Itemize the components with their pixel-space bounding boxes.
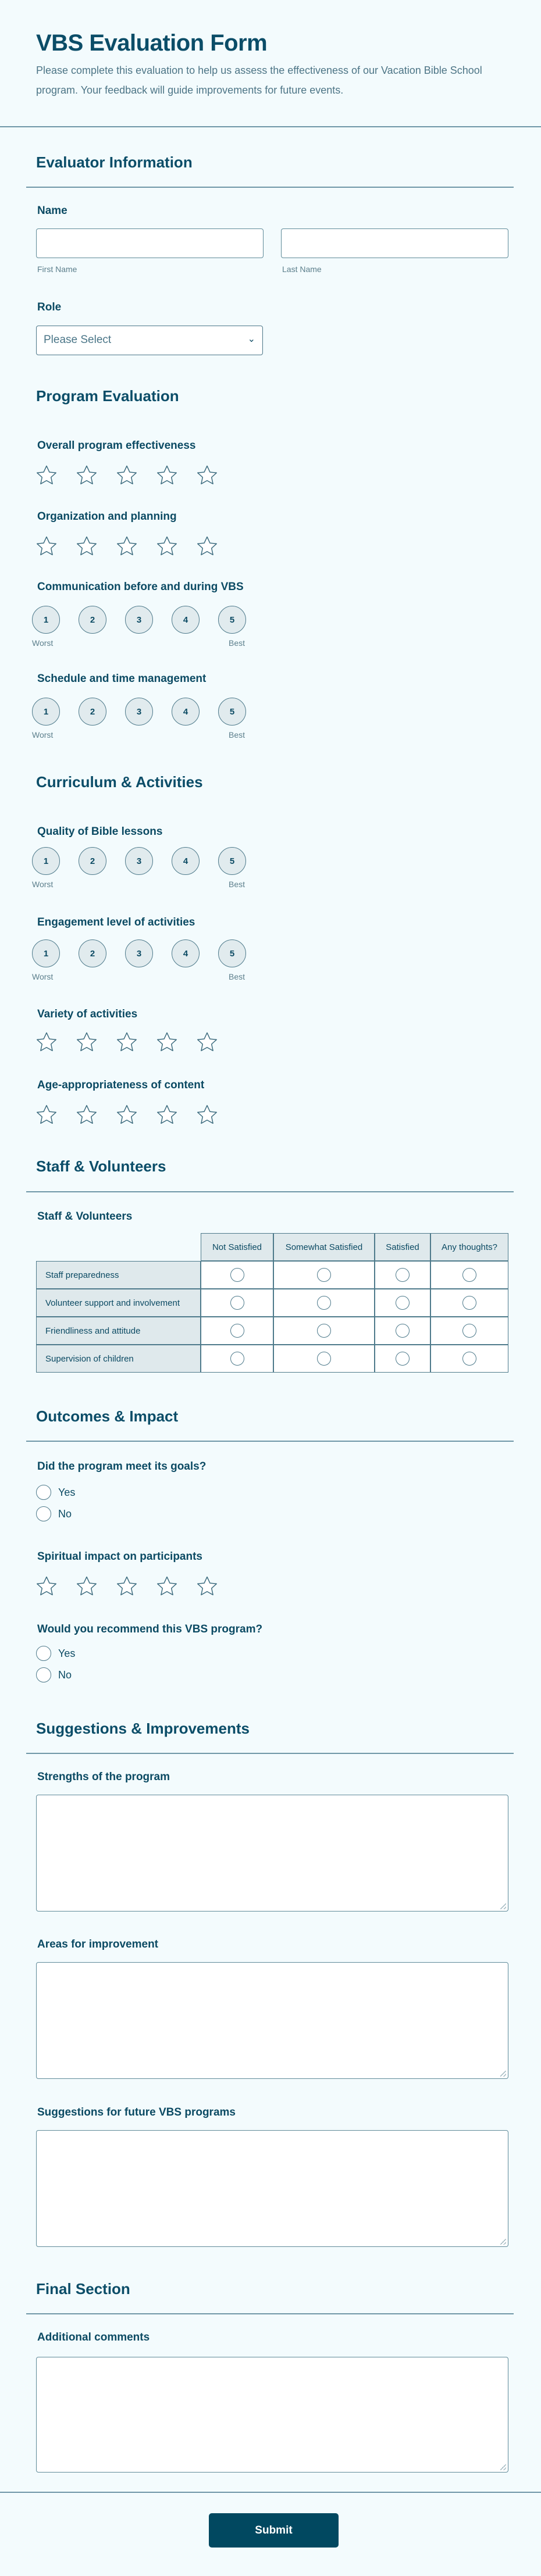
matrix-row-label: Staff preparedness xyxy=(36,1261,201,1289)
star-icon[interactable] xyxy=(76,1576,97,1596)
section-final: Final Section xyxy=(36,2280,130,2298)
question-label: Would you recommend this VBS program? xyxy=(37,1623,263,1635)
form-title: VBS Evaluation Form xyxy=(36,30,268,56)
star-icon[interactable] xyxy=(156,465,177,485)
improvements-textarea[interactable] xyxy=(36,1962,508,2079)
star-icon[interactable] xyxy=(76,465,97,485)
scale-option-2[interactable]: 2 xyxy=(79,847,106,875)
scale-worst-label: Worst xyxy=(32,972,54,981)
section-evaluator-information: Evaluator Information xyxy=(36,153,193,171)
star-icon[interactable] xyxy=(116,1105,137,1124)
header-divider xyxy=(0,126,541,127)
question-label: Engagement level of activities xyxy=(37,916,195,928)
scale-option-5[interactable]: 5 xyxy=(218,939,246,967)
star-rating xyxy=(36,465,218,485)
matrix-column-header: Somewhat Satisfied xyxy=(273,1233,375,1261)
question-label: Variety of activities xyxy=(37,1008,138,1020)
question-label: Organization and planning xyxy=(37,510,177,523)
star-icon[interactable] xyxy=(36,1105,57,1124)
matrix-row-label: Supervision of children xyxy=(36,1345,201,1373)
satisfaction-matrix xyxy=(36,1233,508,1373)
matrix-radio[interactable] xyxy=(317,1268,331,1282)
question-label: Suggestions for future VBS programs xyxy=(37,2106,236,2118)
scale-best-label: Best xyxy=(229,638,245,648)
scale-option-5[interactable]: 5 xyxy=(218,606,246,634)
matrix-row xyxy=(36,1289,508,1317)
scale-option-3[interactable]: 3 xyxy=(125,698,153,726)
matrix-radio[interactable] xyxy=(462,1268,476,1282)
star-icon[interactable] xyxy=(156,1576,177,1596)
star-rating xyxy=(36,1576,218,1596)
scale-best-label: Best xyxy=(229,730,245,739)
star-icon[interactable] xyxy=(197,1032,218,1052)
star-icon[interactable] xyxy=(76,536,97,556)
star-icon[interactable] xyxy=(76,1032,97,1052)
form-description: Please complete this evaluation to help us assess the effectiveness of our Vacation Bible School program. Your feedback will guide improvements for future events. xyxy=(36,65,482,96)
scale-rating xyxy=(32,847,246,875)
star-icon[interactable] xyxy=(156,536,177,556)
matrix-column-header: Not Satisfied xyxy=(201,1233,273,1261)
scale-option-3[interactable]: 3 xyxy=(125,606,153,634)
star-icon[interactable] xyxy=(197,536,218,556)
matrix-radio[interactable] xyxy=(396,1352,410,1366)
star-icon[interactable] xyxy=(197,465,218,485)
star-icon[interactable] xyxy=(116,1576,137,1596)
section-curriculum-activities: Curriculum & Activities xyxy=(36,773,203,791)
section-divider xyxy=(26,1441,514,1442)
matrix-radio[interactable] xyxy=(462,1296,476,1310)
scale-option-1[interactable]: 1 xyxy=(32,847,60,875)
radio-option-no[interactable] xyxy=(36,1667,72,1682)
scale-best-label: Best xyxy=(229,972,245,981)
scale-best-label: Best xyxy=(229,880,245,889)
matrix-radio[interactable] xyxy=(230,1268,244,1282)
star-icon[interactable] xyxy=(36,536,57,556)
star-icon[interactable] xyxy=(197,1576,218,1596)
resize-handle-icon[interactable] xyxy=(500,2239,506,2245)
submit-button[interactable]: Submit xyxy=(209,2513,339,2548)
scale-option-1[interactable]: 1 xyxy=(32,606,60,634)
star-rating xyxy=(36,1032,218,1052)
question-label: Areas for improvement xyxy=(37,1938,159,1950)
matrix-row xyxy=(36,1317,508,1345)
section-outcomes-impact: Outcomes & Impact xyxy=(36,1407,179,1425)
section-program-evaluation: Program Evaluation xyxy=(36,387,179,405)
question-label: Quality of Bible lessons xyxy=(37,826,163,838)
option-label: No xyxy=(58,1668,72,1681)
star-icon[interactable] xyxy=(156,1105,177,1124)
radio-option-no[interactable] xyxy=(36,1506,72,1521)
star-icon[interactable] xyxy=(156,1032,177,1052)
star-rating xyxy=(36,1105,218,1124)
star-rating xyxy=(36,536,218,556)
scale-worst-label: Worst xyxy=(32,880,54,889)
matrix-radio[interactable] xyxy=(396,1296,410,1310)
matrix-row xyxy=(36,1261,508,1289)
first-name-sublabel: First Name xyxy=(37,265,77,274)
radio-button[interactable] xyxy=(36,1667,51,1682)
section-divider xyxy=(26,2313,514,2314)
first-name-input[interactable] xyxy=(36,228,264,258)
future-suggestions-textarea[interactable] xyxy=(36,2130,508,2247)
matrix-column-header: Any thoughts? xyxy=(430,1233,508,1261)
question-label: Strengths of the program xyxy=(37,1771,170,1783)
matrix-column-header: Satisfied xyxy=(375,1233,430,1261)
scale-option-4[interactable]: 4 xyxy=(172,606,200,634)
scale-option-4[interactable]: 4 xyxy=(172,939,200,967)
option-label: Yes xyxy=(58,1647,76,1659)
section-divider xyxy=(26,1191,514,1192)
scale-option-2[interactable]: 2 xyxy=(79,606,106,634)
matrix-row-label: Friendliness and attitude xyxy=(36,1317,201,1345)
matrix-corner xyxy=(36,1233,201,1261)
role-select-value: Please Select xyxy=(44,334,112,346)
scale-rating xyxy=(32,606,246,634)
section-staff-volunteers: Staff & Volunteers xyxy=(36,1157,166,1175)
matrix-row-label: Volunteer support and involvement xyxy=(36,1289,201,1317)
scale-worst-label: Worst xyxy=(32,730,54,739)
additional-comments-textarea[interactable] xyxy=(36,2357,508,2473)
section-suggestions-improvements: Suggestions & Improvements xyxy=(36,1720,250,1737)
footer-divider xyxy=(0,2492,541,2493)
question-label: Communication before and during VBS xyxy=(37,581,244,593)
role-label: Role xyxy=(37,301,62,313)
radio-button[interactable] xyxy=(36,1646,51,1661)
scale-rating xyxy=(32,939,246,967)
scale-option-3[interactable]: 3 xyxy=(125,939,153,967)
star-icon[interactable] xyxy=(116,1032,137,1052)
role-select[interactable] xyxy=(36,326,263,355)
scale-option-2[interactable]: 2 xyxy=(79,698,106,726)
option-label: Yes xyxy=(58,1486,76,1498)
matrix-radio[interactable] xyxy=(317,1296,331,1310)
matrix-radio[interactable] xyxy=(396,1268,410,1282)
matrix-radio[interactable] xyxy=(317,1352,331,1366)
scale-option-5[interactable]: 5 xyxy=(218,698,246,726)
star-icon[interactable] xyxy=(76,1105,97,1124)
radio-button[interactable] xyxy=(36,1485,51,1500)
scale-option-4[interactable]: 4 xyxy=(172,698,200,726)
star-icon[interactable] xyxy=(116,536,137,556)
option-label: No xyxy=(58,1507,72,1520)
scale-option-1[interactable]: 1 xyxy=(32,939,60,967)
scale-rating xyxy=(32,698,246,726)
chevron-down-icon: ⌄ xyxy=(247,334,255,344)
scale-option-3[interactable]: 3 xyxy=(125,847,153,875)
star-icon[interactable] xyxy=(197,1105,218,1124)
star-icon[interactable] xyxy=(116,465,137,485)
scale-option-4[interactable]: 4 xyxy=(172,847,200,875)
question-label: Additional comments xyxy=(37,2331,150,2343)
star-icon[interactable] xyxy=(36,1576,57,1596)
matrix-radio[interactable] xyxy=(462,1352,476,1366)
scale-option-1[interactable]: 1 xyxy=(32,698,60,726)
section-divider xyxy=(26,187,514,188)
resize-handle-icon[interactable] xyxy=(500,1903,506,1909)
matrix-row xyxy=(36,1345,508,1373)
name-label: Name xyxy=(37,205,67,217)
matrix-label: Staff & Volunteers xyxy=(37,1210,133,1223)
question-label: Overall program effectiveness xyxy=(37,440,196,452)
resize-handle-icon[interactable] xyxy=(500,2071,506,2077)
last-name-sublabel: Last Name xyxy=(282,265,322,274)
radio-option-yes[interactable] xyxy=(36,1646,75,1661)
radio-option-yes[interactable] xyxy=(36,1485,75,1500)
scale-option-5[interactable]: 5 xyxy=(218,847,246,875)
scale-worst-label: Worst xyxy=(32,638,54,648)
question-label: Schedule and time management xyxy=(37,673,207,685)
matrix-radio[interactable] xyxy=(462,1324,476,1338)
matrix-radio[interactable] xyxy=(230,1324,244,1338)
question-label: Spiritual impact on participants xyxy=(37,1550,202,1563)
radio-button[interactable] xyxy=(36,1506,51,1521)
scale-option-2[interactable]: 2 xyxy=(79,939,106,967)
question-label: Did the program meet its goals? xyxy=(37,1460,207,1473)
matrix-radio[interactable] xyxy=(230,1296,244,1310)
question-label: Age-appropriateness of content xyxy=(37,1079,205,1091)
resize-handle-icon[interactable] xyxy=(500,2464,506,2470)
star-icon[interactable] xyxy=(36,1032,57,1052)
matrix-radio[interactable] xyxy=(230,1352,244,1366)
last-name-input[interactable] xyxy=(281,228,508,258)
matrix-radio[interactable] xyxy=(317,1324,331,1338)
strengths-textarea[interactable] xyxy=(36,1795,508,1912)
star-icon[interactable] xyxy=(36,465,57,485)
matrix-radio[interactable] xyxy=(396,1324,410,1338)
section-divider xyxy=(26,1753,514,1754)
